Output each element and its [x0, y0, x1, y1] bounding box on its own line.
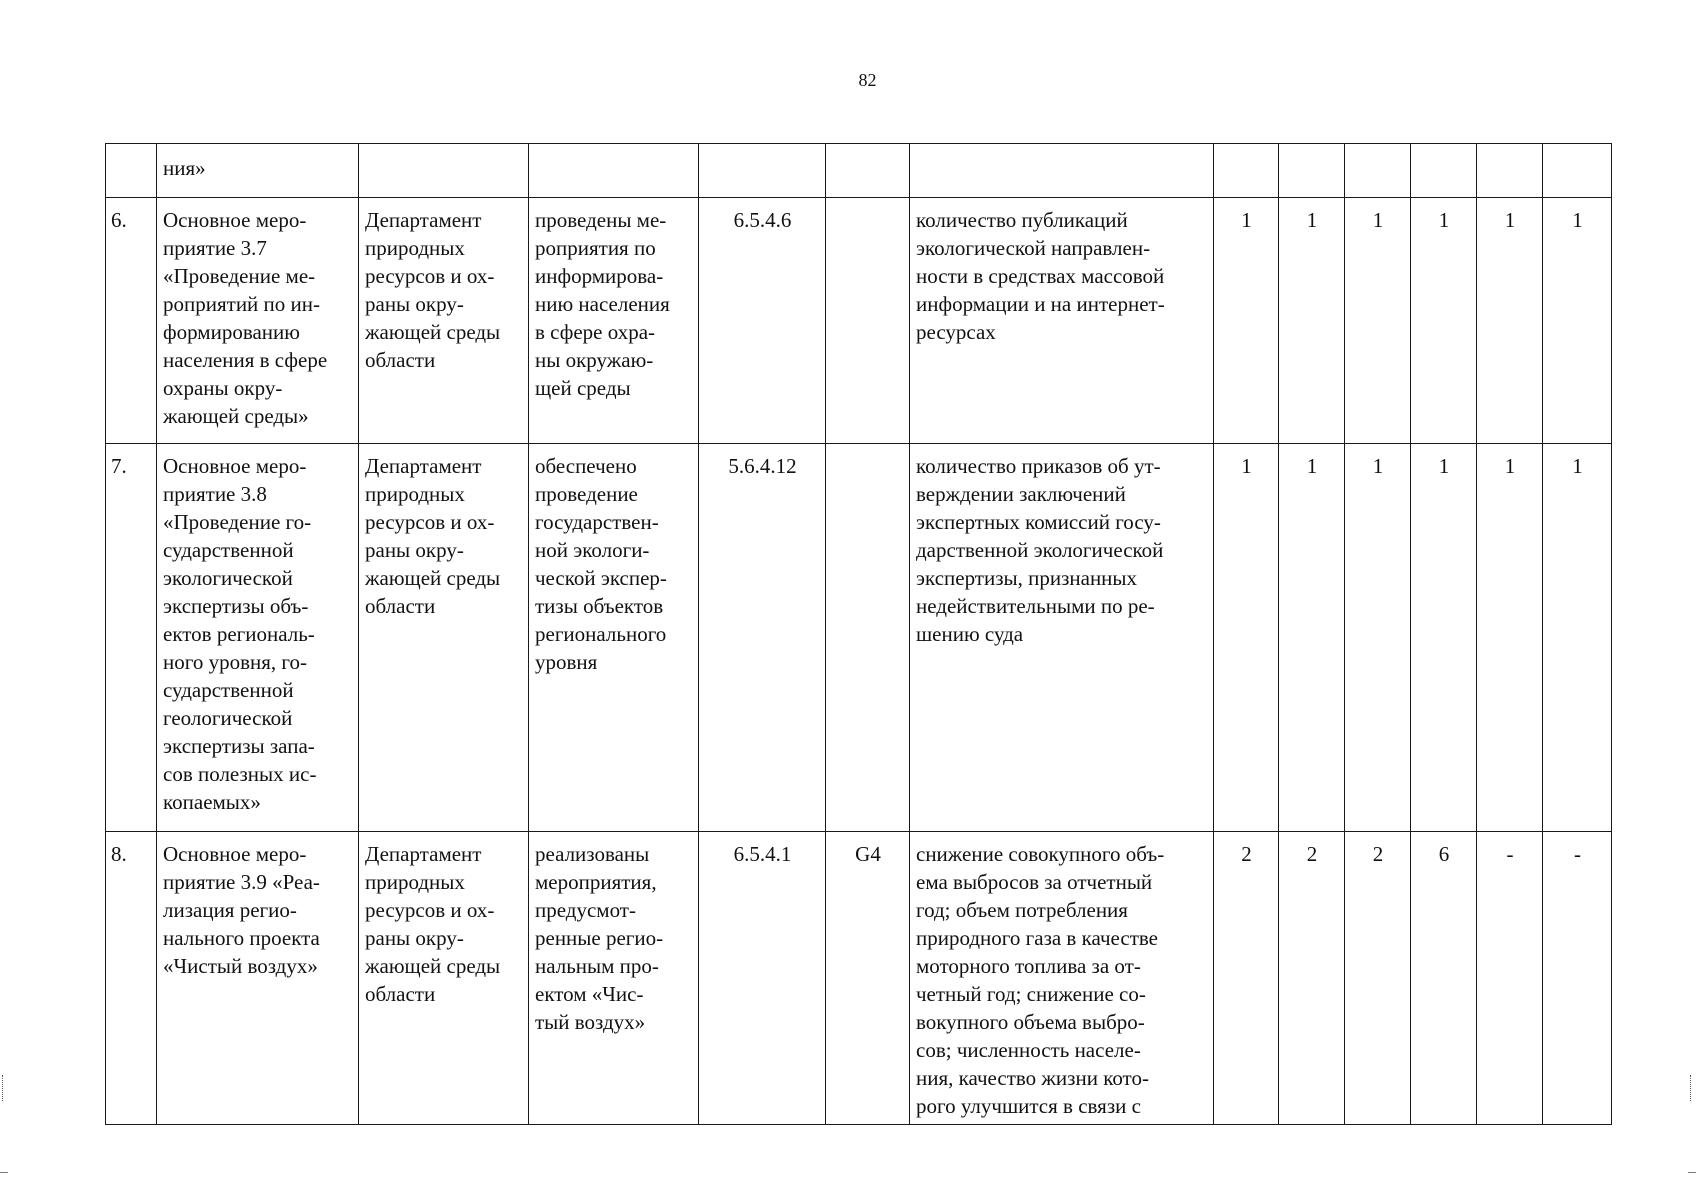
executor-cell: Департамент природных ресурсов и ох- раны окру- жающей среды области — [359, 198, 529, 444]
value-cell: 1 — [1345, 198, 1411, 444]
executor-cell: Департамент природных ресурсов и ох- раны окру- жающей среды области — [359, 832, 529, 1125]
scan-edge-mark — [2, 1075, 7, 1101]
value-cell — [1279, 144, 1345, 198]
scan-edge-tick — [0, 1172, 8, 1173]
value-cell: 1 — [1477, 444, 1543, 832]
table-row — [106, 444, 1612, 832]
activity-cell: Основное меро- приятие 3.8 «Проведение го- сударственной экологической экспертизы объ- ектов региональ- ного уровня, го- сударственной геологической экспертизы запа- сов полезных ис- копаемых» — [157, 444, 359, 832]
value-cell: 1 — [1411, 444, 1477, 832]
value-cell: 1 — [1411, 198, 1477, 444]
table-row — [106, 198, 1612, 444]
indicator-cell: снижение совокупного объ- ема выбросов за отчетный год; объем потребления природного газа в качестве моторного топлива за от- четный год; снижение со- вокупного объема выбро- сов; численность населе- ния, качество жизни кото- рого улучшится в связи с — [910, 832, 1214, 1125]
code-cell: 5.6.4.12 — [699, 444, 826, 832]
value-cell — [1411, 144, 1477, 198]
scan-edge-mark — [1690, 1075, 1695, 1101]
num-cell — [106, 144, 157, 198]
value-cell: 1 — [1279, 444, 1345, 832]
value-cell: 6 — [1411, 832, 1477, 1125]
indicator-cell: количество приказов об ут- верждении заключений экспертных комиссий госу- дарственной экологической экспертизы, признанных недействительными по ре- шению суда — [910, 444, 1214, 832]
value-cell — [1477, 144, 1543, 198]
indicator-cell: количество публикаций экологической направлен- ности в средствах массовой информации и на интернет- ресурсах — [910, 198, 1214, 444]
indicator-code-cell — [826, 444, 910, 832]
indicator-code-cell: G4 — [826, 832, 910, 1125]
value-cell — [1214, 144, 1279, 198]
program-activities-table — [105, 143, 1612, 1125]
code-cell — [699, 144, 826, 198]
row-number: 7. — [106, 444, 157, 832]
continuation-row — [106, 144, 1612, 198]
code-cell: 6.5.4.1 — [699, 832, 826, 1125]
table-row — [106, 832, 1612, 1125]
value-cell: 1 — [1214, 198, 1279, 444]
indicator-code-cell — [826, 144, 910, 198]
value-cell: 2 — [1214, 832, 1279, 1125]
activity-cell: ния» — [157, 144, 359, 198]
row-number: 6. — [106, 198, 157, 444]
value-cell: 1 — [1214, 444, 1279, 832]
value-cell: 1 — [1477, 198, 1543, 444]
activity-cell: Основное меро- приятие 3.7 «Проведение ме- роприятий по ин- формированию населения в сфере охраны окру- жающей среды» — [157, 198, 359, 444]
value-cell: 2 — [1345, 832, 1411, 1125]
indicator-cell — [910, 144, 1214, 198]
value-cell: - — [1477, 832, 1543, 1125]
activity-cell: Основное меро- приятие 3.9 «Реа- лизация регио- нального проекта «Чистый воздух» — [157, 832, 359, 1125]
value-cell: 1 — [1543, 444, 1612, 832]
result-cell: реализованы мероприятия, предусмот- ренные регио- нальным про- ектом «Чис- тый воздух» — [529, 832, 699, 1125]
indicator-code-cell — [826, 198, 910, 444]
value-cell — [1543, 144, 1612, 198]
value-cell — [1345, 144, 1411, 198]
row-number: 8. — [106, 832, 157, 1125]
scan-edge-tick — [1688, 1172, 1696, 1173]
page-number: 82 — [858, 70, 877, 90]
executor-cell — [359, 144, 529, 198]
value-cell: 2 — [1279, 832, 1345, 1125]
value-cell: - — [1543, 832, 1612, 1125]
code-cell: 6.5.4.6 — [699, 198, 826, 444]
result-cell: обеспечено проведение государствен- ной экологи- ческой экспер- тизы объектов регионального уровня — [529, 444, 699, 832]
result-cell: проведены ме- роприятия по информирова- нию населения в сфере охра- ны окружаю- щей среды — [529, 198, 699, 444]
value-cell: 1 — [1345, 444, 1411, 832]
value-cell: 1 — [1543, 198, 1612, 444]
value-cell: 1 — [1279, 198, 1345, 444]
executor-cell: Департамент природных ресурсов и ох- раны окру- жающей среды области — [359, 444, 529, 832]
result-cell — [529, 144, 699, 198]
